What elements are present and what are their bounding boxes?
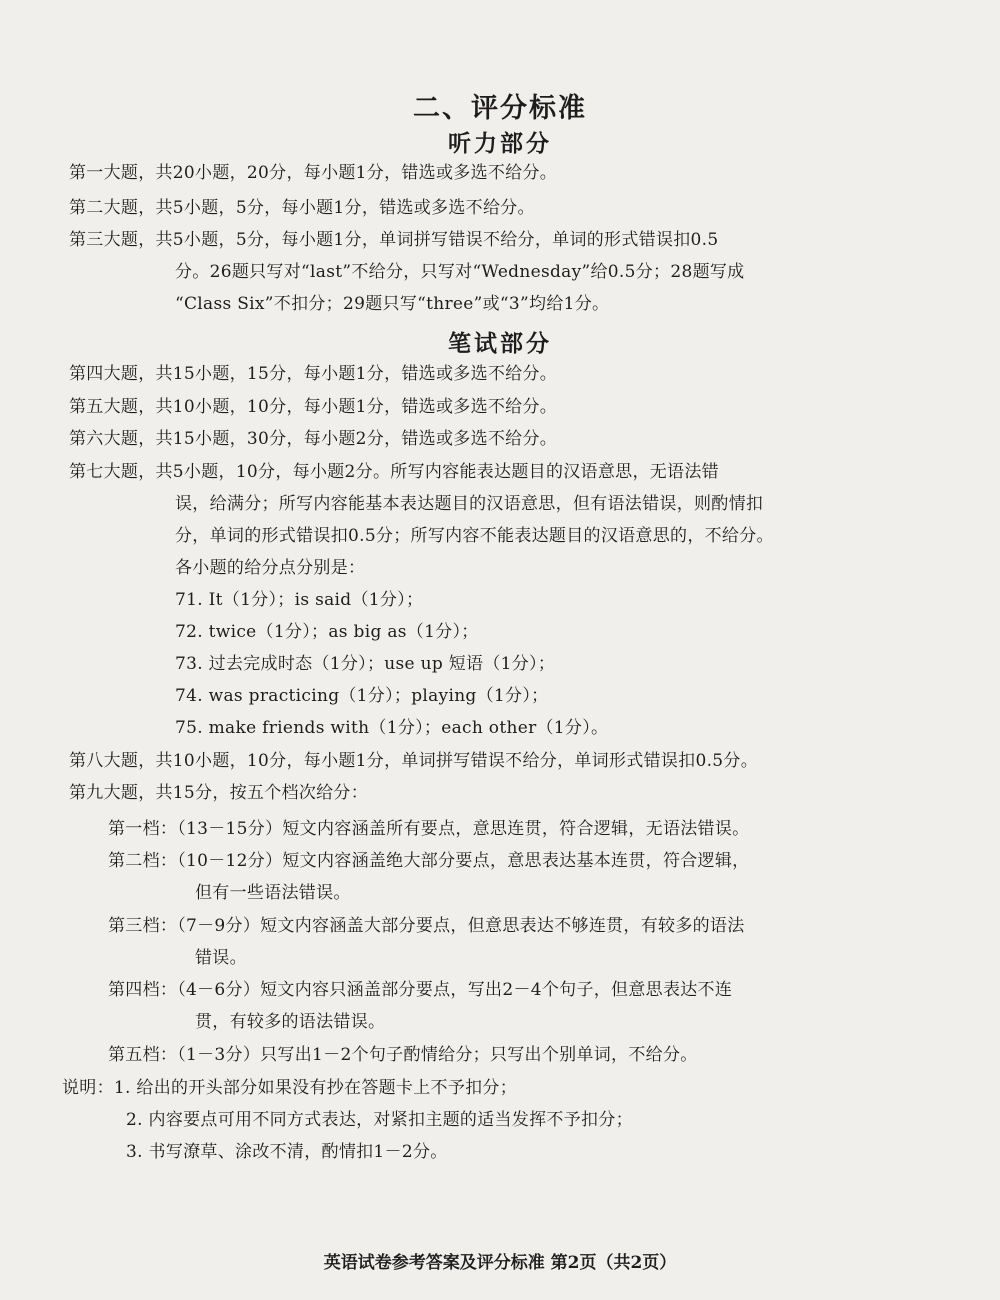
q1-text: 第一大题，共20小题，20分，每小题1分，错选或多选不给分。	[69, 163, 558, 183]
grade-5-line-1: 第五档：（1－3分）只写出1－2个句子酌情给分；只写出个别单词，不给分。	[108, 1045, 698, 1065]
q7-point-73: 73. 过去完成时态（1分）；use up 短语（1分）；	[175, 654, 556, 674]
note-1: 说明：1. 给出的开头部分如果没有抄在答题卡上不予扣分；	[62, 1078, 518, 1098]
q7-point-72: 72. twice（1分）；as big as（1分）；	[175, 622, 479, 642]
note-2: 2. 内容要点可用不同方式表达，对紧扣主题的适当发挥不予扣分；	[126, 1110, 633, 1130]
q7-line-1: 第七大题，共5小题，10分，每小题2分。所写内容能表达题目的汉语意思，无语法错	[69, 462, 719, 482]
written-heading: 笔试部分	[448, 330, 552, 357]
q3-line-1: 第三大题，共5小题，5分，每小题1分，单词拼写错误不给分，单词的形式错误扣0.5	[69, 230, 719, 250]
grade-3-line-1: 第三档：（7－9分）短文内容涵盖大部分要点，但意思表达不够连贯，有较多的语法	[108, 916, 745, 936]
listening-heading: 听力部分	[448, 130, 552, 157]
q8-text: 第八大题，共10小题，10分，每小题1分，单词拼写错误不给分，单词形式错误扣0.5分。	[69, 751, 759, 771]
grade-4-line-1: 第四档：（4－6分）短文内容只涵盖部分要点，写出2－4个句子，但意思表达不连	[108, 980, 733, 1000]
grade-2-line-1: 第二档：（10－12分）短文内容涵盖绝大部分要点，意思表达基本连贯，符合逻辑，	[108, 851, 750, 871]
grade-1-line-1: 第一档：（13－15分）短文内容涵盖所有要点，意思连贯，符合逻辑，无语法错误。	[108, 819, 750, 839]
grade-4-line-2: 贯，有较多的语法错误。	[195, 1012, 386, 1032]
q7-line-3: 分，单词的形式错误扣0.5分；所写内容不能表达题目的汉语意思的，不给分。	[175, 526, 774, 546]
section-heading: 二、评分标准	[413, 93, 587, 124]
q4-text: 第四大题，共15小题，15分，每小题1分，错选或多选不给分。	[69, 364, 558, 384]
q7-point-75: 75. make friends with（1分）；each other（1分）。	[175, 718, 609, 738]
q7-line-2: 误，给满分；所写内容能基本表达题目的汉语意思，但有语法错误，则酌情扣	[175, 494, 764, 514]
q9-text: 第九大题，共15分，按五个档次给分：	[69, 783, 369, 803]
grade-3-line-2: 错误。	[195, 948, 247, 968]
q3-line-3: “Class Six”不扣分；29题只写“three”或“3”均给1分。	[175, 294, 610, 314]
page-footer: 英语试卷参考答案及评分标准 第2页（共2页）	[323, 1253, 677, 1273]
q7-point-74: 74. was practicing（1分）；playing（1分）；	[175, 686, 549, 706]
q7-point-71: 71. It（1分）；is said（1分）；	[175, 590, 424, 610]
q7-line-4: 各小题的给分点分别是：	[175, 558, 366, 578]
q5-text: 第五大题，共10小题，10分，每小题1分，错选或多选不给分。	[69, 397, 558, 417]
q6-text: 第六大题，共15小题，30分，每小题2分，错选或多选不给分。	[69, 429, 558, 449]
note-3: 3. 书写潦草、涂改不清，酌情扣1－2分。	[126, 1142, 448, 1162]
grade-2-line-2: 但有一些语法错误。	[195, 883, 351, 903]
q3-line-2: 分。26题只写对“last”不给分，只写对“Wednesday”给0.5分；28题写成	[175, 262, 745, 282]
q2-text: 第二大题，共5小题，5分，每小题1分，错选或多选不给分。	[69, 198, 535, 218]
